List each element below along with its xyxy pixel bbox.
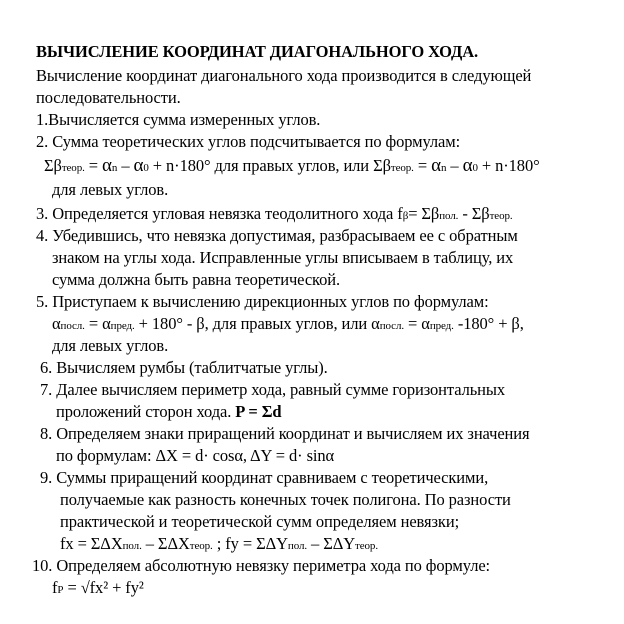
step-8-line-2: по формулам: ΔX = d· cosα, ΔY = d· sinα	[56, 446, 335, 465]
step-5: 5. Приступаем к вычислению дирекционных углов по формулам:	[36, 292, 489, 311]
step-7-line-1: 7. Далее вычисляем периметр хода, равный сумме горизонтальных	[40, 380, 506, 399]
formula-theor-sum: Σβтеор. = αn – α0 + n·180° для правых углов, или Σβтеор. = αn – α0 + n·180°	[44, 155, 540, 176]
step-9-line-2: получаемые как разность конечных точек полигона. По разности	[60, 490, 511, 509]
step-6: 6. Вычисляем румбы (таблитчатые углы).	[40, 358, 328, 377]
step-9-line-3: практической и теоретической сумм определяем невязки;	[60, 512, 460, 531]
step-5-formula: αпосл. = αпред. + 180° - β, для правых углов, или αпосл. = αпред. -180° + β,	[52, 314, 524, 333]
step-8-line-1: 8. Определяем знаки приращений координат и вычисляем их значения	[40, 424, 530, 443]
formula-left-angles: для левых углов.	[52, 180, 169, 199]
step-1: 1.Вычисляется сумма измеренных углов.	[36, 110, 321, 129]
step-3: 3. Определяется угловая невязка теодолитного хода fβ= Σβпол. - Σβтеор.	[36, 204, 513, 223]
step-10-formula: fP = √fx² + fy²	[52, 578, 144, 597]
step-2: 2. Сумма теоретических углов подсчитывается по формулам:	[36, 132, 461, 151]
step-4-line-1: 4. Убедившись, что невязка допустимая, разбрасываем ее с обратным	[36, 226, 518, 245]
intro-line-1: Вычисление координат диагонального хода производится в следующей	[36, 66, 532, 85]
intro-line-2: последовательности.	[36, 88, 181, 107]
page-title: ВЫЧИСЛЕНИЕ КООРДИНАТ ДИАГОНАЛЬНОГО ХОДА.	[36, 42, 479, 61]
step-4-line-3: сумма должна быть равна теоретической.	[52, 270, 341, 289]
step-5-tail: для левых углов.	[52, 336, 169, 355]
step-9-line-1: 9. Суммы приращений координат сравниваем с теоретическими,	[40, 468, 489, 487]
step-7-line-2: проложений сторон хода. P = Σd	[56, 402, 282, 421]
step-10: 10. Определяем абсолютную невязку периметра хода по формуле:	[32, 556, 491, 575]
step-4-line-2: знаком на углы хода. Исправленные углы вписываем в таблицу, их	[52, 248, 514, 267]
step-9-formula: fx = ΣΔXпол. – ΣΔXтеор. ; fy = ΣΔYпол. – ΣΔYтеор.	[60, 534, 378, 553]
